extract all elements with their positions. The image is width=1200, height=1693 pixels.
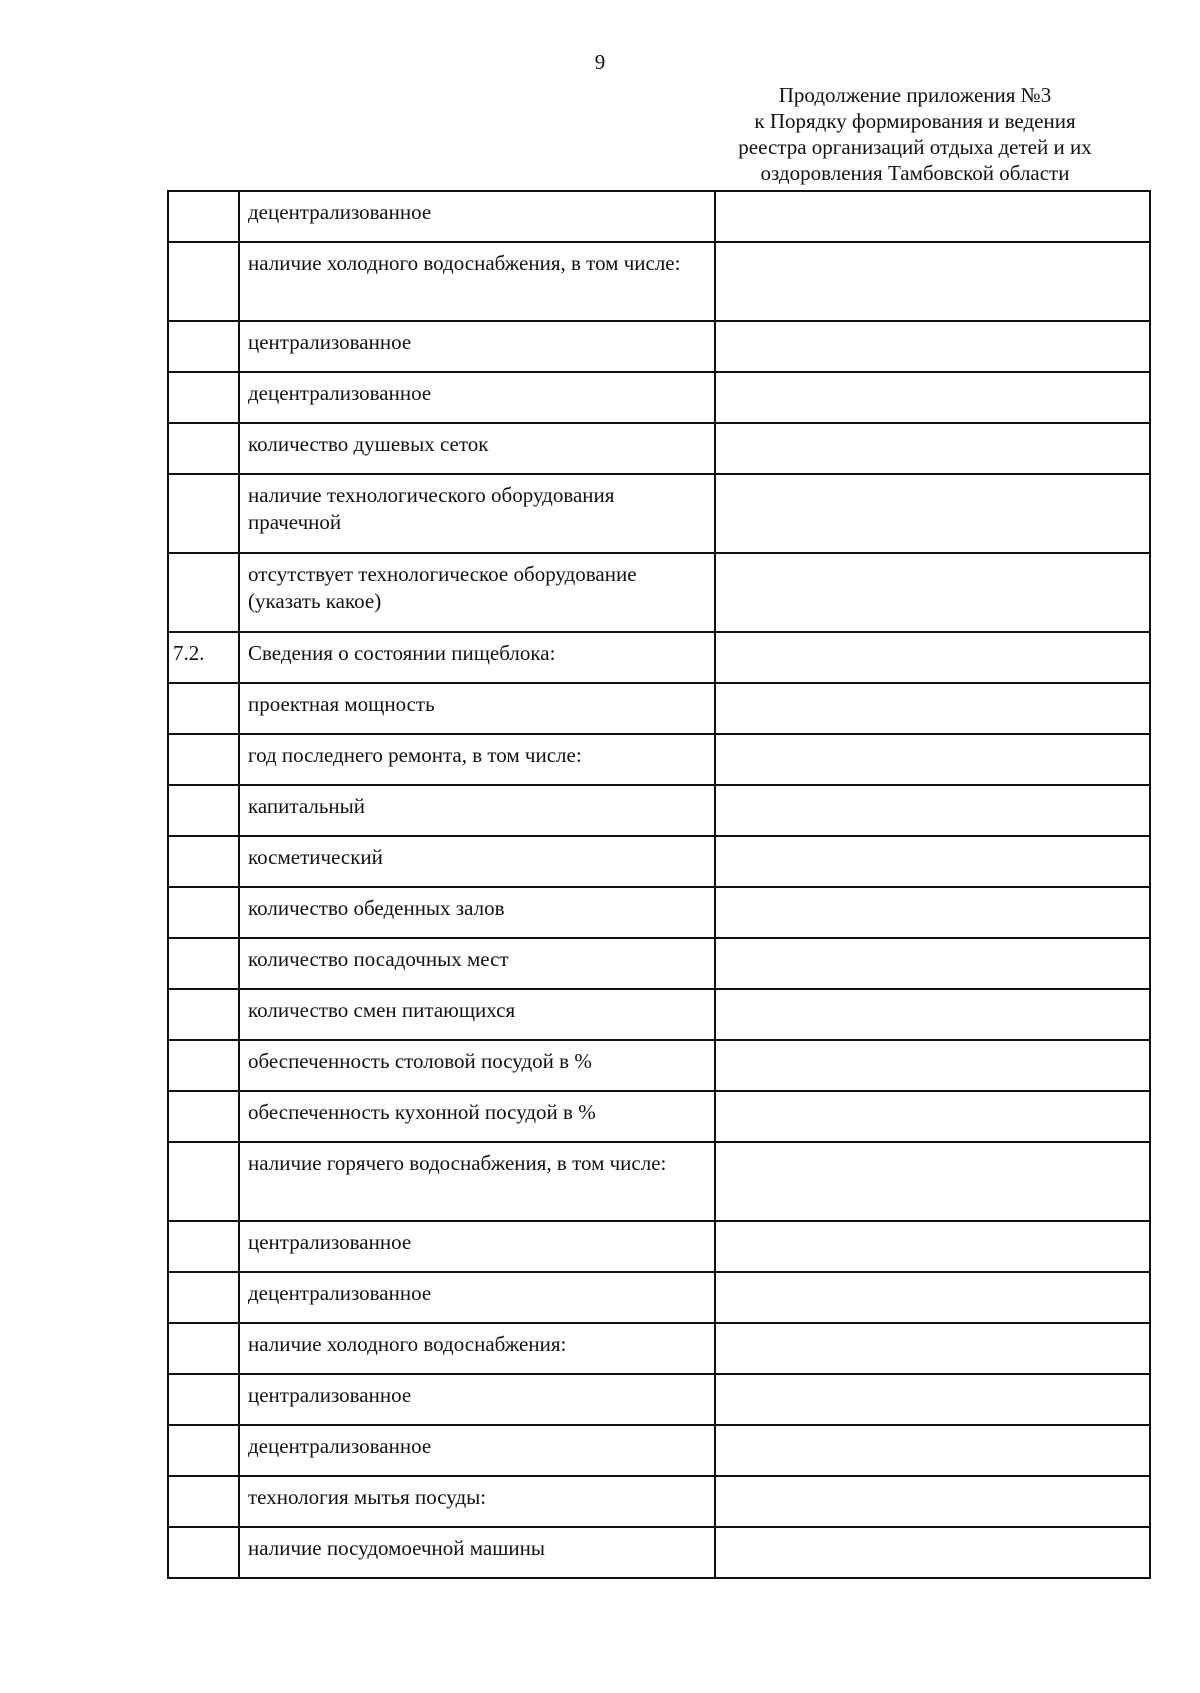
table-row — [168, 1323, 1150, 1374]
row-label-cell: децентрализованное — [239, 191, 715, 242]
table-row — [168, 423, 1150, 474]
row-label-cell: наличие холодного водоснабжения, в том числе: — [239, 242, 715, 321]
table-row — [168, 1374, 1150, 1425]
table-row — [168, 1425, 1150, 1476]
table-row — [168, 1040, 1150, 1091]
appendix-header-line: к Порядку формирования и ведения — [754, 109, 1076, 133]
table-row — [168, 734, 1150, 785]
row-label-cell: децентрализованное — [239, 1425, 715, 1476]
row-number-cell — [168, 1476, 239, 1527]
row-number-cell — [168, 1091, 239, 1142]
row-number-cell — [168, 191, 239, 242]
row-label-cell: технология мытья посуды: — [239, 1476, 715, 1527]
table-row — [168, 938, 1150, 989]
table-row — [168, 242, 1150, 321]
row-value-cell — [715, 1323, 1150, 1374]
row-number-cell — [168, 242, 239, 321]
table-row — [168, 1221, 1150, 1272]
table-row — [168, 474, 1150, 553]
row-value-cell — [715, 734, 1150, 785]
table-row — [168, 1476, 1150, 1527]
table-row — [168, 191, 1150, 242]
row-value-cell — [715, 372, 1150, 423]
row-label-cell: обеспеченность столовой посудой в % — [239, 1040, 715, 1091]
row-number-cell — [168, 1374, 239, 1425]
row-number-cell — [168, 1272, 239, 1323]
row-value-cell — [715, 423, 1150, 474]
row-label-cell: наличие посудомоечной машины — [239, 1527, 715, 1578]
row-label-cell: наличие технологического оборудования прачечной — [239, 474, 715, 553]
row-label-cell: количество посадочных мест — [239, 938, 715, 989]
row-value-cell — [715, 938, 1150, 989]
row-number-cell — [168, 734, 239, 785]
row-label-cell: наличие горячего водоснабжения, в том числе: — [239, 1142, 715, 1221]
row-value-cell — [715, 1142, 1150, 1221]
appendix-header-line: Продолжение приложения №3 — [778, 83, 1052, 107]
row-label-cell: косметический — [239, 836, 715, 887]
appendix-header-line: реестра организаций отдыха детей и их — [738, 135, 1092, 159]
row-number-cell — [168, 1527, 239, 1578]
row-label-cell: централизованное — [239, 321, 715, 372]
row-number-cell — [168, 785, 239, 836]
row-label-cell: капитальный — [239, 785, 715, 836]
row-value-cell — [715, 321, 1150, 372]
registry-table — [167, 190, 1151, 1579]
row-label-cell: Сведения о состоянии пищеблока: — [239, 632, 715, 683]
table-row — [168, 683, 1150, 734]
row-label-cell: наличие холодного водоснабжения: — [239, 1323, 715, 1374]
table-row — [168, 1091, 1150, 1142]
row-value-cell — [715, 836, 1150, 887]
row-label-cell: отсутствует технологическое оборудование (указать какое) — [239, 553, 715, 632]
row-label-cell: количество обеденных залов — [239, 887, 715, 938]
row-number-cell — [168, 1221, 239, 1272]
table-row — [168, 785, 1150, 836]
row-number-cell — [168, 372, 239, 423]
row-number-cell — [168, 1323, 239, 1374]
table-row — [168, 1272, 1150, 1323]
row-number-cell — [168, 1142, 239, 1221]
row-value-cell — [715, 887, 1150, 938]
row-value-cell — [715, 1272, 1150, 1323]
row-number-cell — [168, 474, 239, 553]
row-value-cell — [715, 191, 1150, 242]
row-value-cell — [715, 1527, 1150, 1578]
row-label-cell: год последнего ремонта, в том числе: — [239, 734, 715, 785]
row-label-cell: централизованное — [239, 1374, 715, 1425]
row-value-cell — [715, 474, 1150, 553]
table-row — [168, 989, 1150, 1040]
table-row — [168, 321, 1150, 372]
row-value-cell — [715, 632, 1150, 683]
table-row — [168, 372, 1150, 423]
row-number-cell — [168, 989, 239, 1040]
row-number-cell — [168, 938, 239, 989]
row-number-cell — [168, 423, 239, 474]
row-label-cell: количество смен питающихся — [239, 989, 715, 1040]
table-row — [168, 1527, 1150, 1578]
row-number-cell — [168, 836, 239, 887]
row-value-cell — [715, 242, 1150, 321]
appendix-header-line: оздоровления Тамбовской области — [760, 161, 1070, 185]
row-number-cell — [168, 887, 239, 938]
row-value-cell — [715, 1476, 1150, 1527]
table-row — [168, 836, 1150, 887]
row-value-cell — [715, 1221, 1150, 1272]
row-value-cell — [715, 1374, 1150, 1425]
row-label-cell: децентрализованное — [239, 1272, 715, 1323]
page-number: 9 — [594, 50, 606, 74]
row-number-cell — [168, 683, 239, 734]
row-label-cell: количество душевых сеток — [239, 423, 715, 474]
row-number-cell — [168, 553, 239, 632]
row-number-cell — [168, 321, 239, 372]
row-value-cell — [715, 683, 1150, 734]
row-number-cell — [168, 1425, 239, 1476]
row-value-cell — [715, 785, 1150, 836]
row-number-cell — [168, 1040, 239, 1091]
row-value-cell — [715, 1425, 1150, 1476]
table-row — [168, 1142, 1150, 1221]
row-value-cell — [715, 989, 1150, 1040]
table-row — [168, 553, 1150, 632]
row-value-cell — [715, 553, 1150, 632]
appendix-header — [685, 82, 1145, 186]
row-label-cell: обеспеченность кухонной посудой в % — [239, 1091, 715, 1142]
row-number-cell: 7.2. — [168, 632, 239, 683]
row-label-cell: централизованное — [239, 1221, 715, 1272]
row-label-cell: децентрализованное — [239, 372, 715, 423]
table-row — [168, 887, 1150, 938]
row-label-cell: проектная мощность — [239, 683, 715, 734]
row-value-cell — [715, 1040, 1150, 1091]
row-value-cell — [715, 1091, 1150, 1142]
table-row — [168, 632, 1150, 683]
